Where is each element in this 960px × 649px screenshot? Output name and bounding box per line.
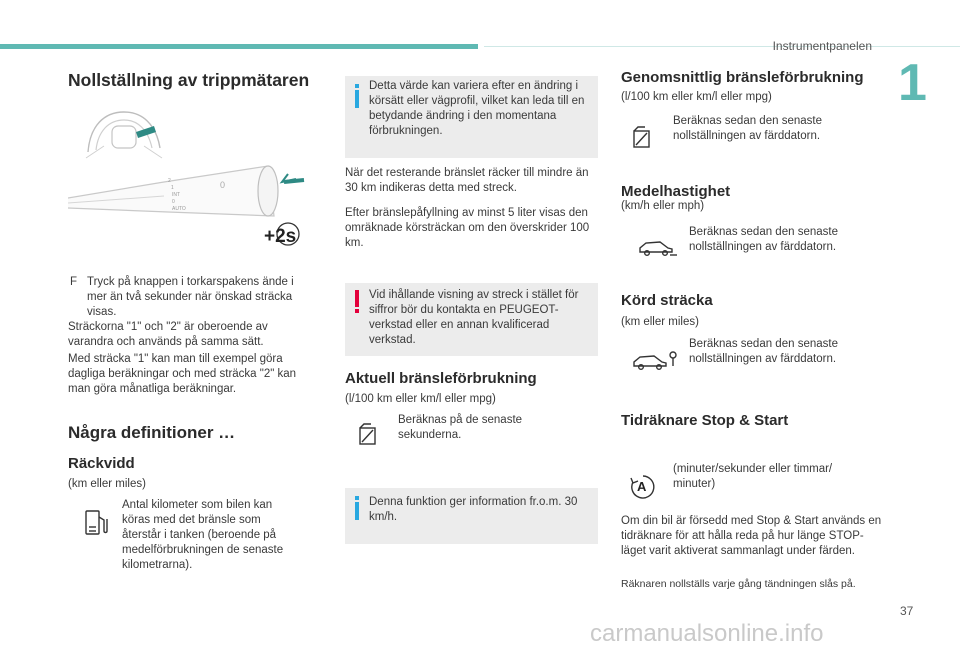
header-accent-bar (0, 44, 478, 49)
definitions-title: Några definitioner … (68, 423, 236, 442)
info-speed-text: Denna funktion ger information fr.o.m. 30 km/h. (369, 496, 578, 523)
average-consumption-description: Beräknas sedan den senaste nollställningen av färddatorn. (673, 115, 822, 142)
lever-mark: AUTO (172, 206, 186, 212)
reset-button-icon (264, 220, 304, 260)
reset-instruction: Tryck på knappen i torkarspakens ände i mer än två sekunder när önskad sträcka visas. (87, 276, 294, 318)
watermark: carmanualsonline.info (590, 620, 824, 647)
lever-mark: 1 (171, 185, 174, 191)
average-speed-description: Beräknas sedan den senaste nollställningen av färddatorn. (689, 226, 838, 253)
header-rule (484, 46, 960, 47)
info-icon (355, 84, 359, 108)
info-icon (355, 496, 359, 520)
range-unit: (km eller miles) (68, 478, 146, 490)
warning-text: Vid ihållande visning av streck i stället för siffror bör du kontakta en PEUGEOT-verkstad eller en annan kvalificerad verkstad. (369, 289, 579, 346)
dashes-text: När det resterande bränslet räcker till mindre än 30 km indikeras detta med streck. (345, 167, 589, 194)
stop-start-description: Om din bil är försedd med Stop & Start används en tidräknare för att hålla reda på hur länge STOP-läget varit aktiverat sammanlagt under färden. (621, 515, 882, 557)
steering-wheel-illustration (84, 108, 164, 160)
stop-start-icon (630, 474, 656, 500)
stop-start-unit: (minuter/sekunder eller timmar/ minuter) (673, 463, 833, 490)
lever-mark: 0 (172, 199, 175, 205)
trip-independence-text: Sträckorna "1" och "2" är oberoende av varandra och används på samma sätt. (68, 321, 268, 348)
trip-usage-text: Med sträcka "1" kan man till exempel göra dagliga beräkningar och med sträcka "2" kan man göra månatliga beräkningar. (68, 353, 297, 395)
section-title: Instrumentpanelen (772, 39, 872, 53)
current-consumption-title: Aktuell bränsleförbrukning (345, 370, 537, 387)
instruction-bullet: F (70, 276, 78, 288)
lever-mark: 0 (220, 180, 226, 190)
current-consumption-unit: (l/100 km eller km/l eller mpg) (345, 393, 496, 405)
stop-start-icon-letter: A (637, 479, 647, 494)
distance-car-icon (632, 350, 678, 372)
current-consumption-description: Beräknas på de senaste sekunderna. (398, 414, 523, 441)
average-speed-car-icon (638, 238, 678, 258)
warning-box (345, 283, 598, 356)
wiper-stalk-illustration (68, 160, 308, 226)
distance-title: Körd sträcka (621, 292, 713, 309)
info-variation-text: Detta värde kan variera efter en ändring i körsätt eller vägprofil, vilket kan leda till en betydande ändring i den momentana förbrukningen. (369, 80, 585, 137)
lever-mark: INT (172, 192, 181, 198)
distance-unit: (km eller miles) (621, 316, 699, 328)
average-consumption-icon (631, 126, 653, 150)
stop-start-title: Tidräknare Stop & Start (621, 412, 789, 429)
stop-start-reset-note: Räknaren nollställs varje gång tändningen slås på. (621, 578, 856, 590)
fuel-pump-icon (84, 507, 110, 537)
refuel-text: Efter bränslepåfyllning av minst 5 liter visas den omräknade körsträckan om den överskrider 100 km. (345, 207, 590, 249)
info-box-speed (345, 488, 598, 544)
reset-duration-label: +2s (264, 226, 297, 247)
chapter-number: 1 (898, 54, 927, 112)
distance-description: Beräknas sedan den senaste nollställningen av färddatorn. (689, 338, 838, 365)
range-description: Antal kilometer som bilen kan köras med det bränsle som återstår i tanken (beroende på medelförbrukningen de senaste kilometrarna). (122, 499, 284, 571)
average-speed-unit: (km/h eller mph) (621, 200, 705, 212)
average-consumption-unit: (l/100 km eller km/l eller mpg) (621, 91, 772, 103)
average-consumption-title: Genomsnittlig bränsleförbrukning (621, 69, 864, 86)
lever-mark: 2 (168, 178, 171, 184)
fuel-consumption-icon (358, 423, 378, 447)
trip-reset-title: Nollställning av trippmätaren (68, 70, 310, 90)
warning-icon (355, 290, 359, 314)
range-title: Räckvidd (68, 455, 135, 472)
info-box-variation (345, 76, 598, 158)
average-speed-title: Medelhastighet (621, 183, 731, 200)
page-number: 37 (900, 604, 914, 618)
